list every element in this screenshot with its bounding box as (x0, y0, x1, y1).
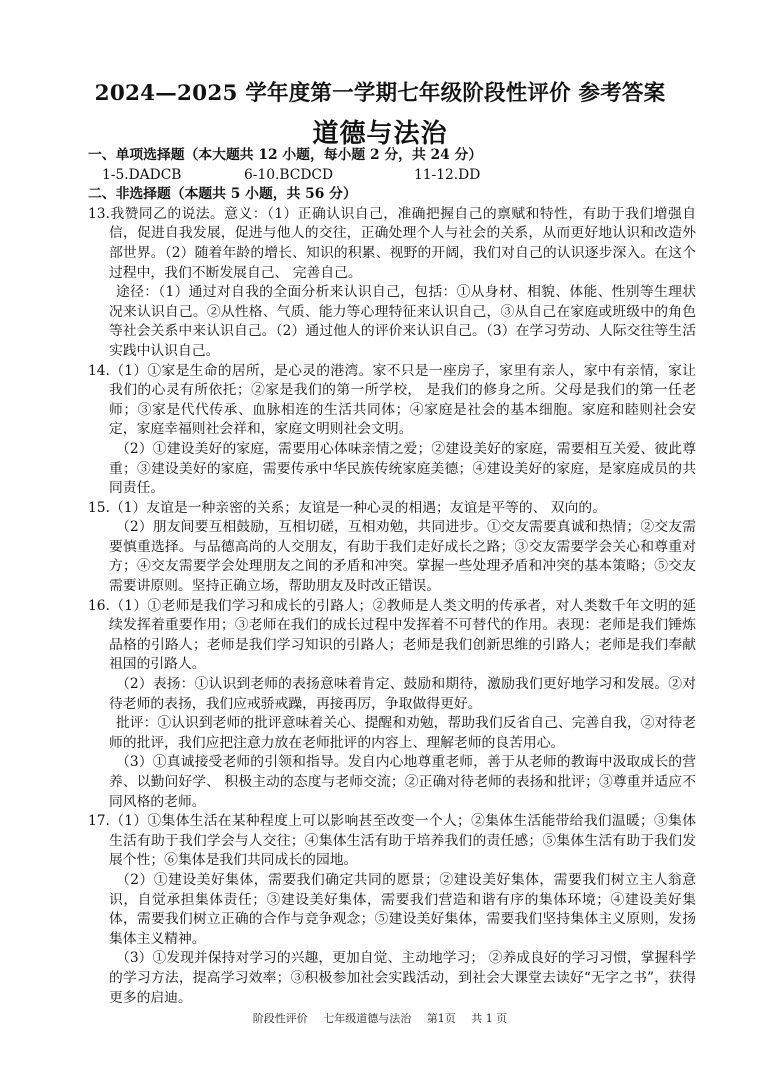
footer-page-number: 第1页 (426, 1012, 456, 1025)
q14-answer-part1: 14.（1）①家是生命的居所，是心灵的港湾。家不只是一座房子，家里有亲人，家中有亲情，家让我们的心灵有所依托；②家是我们的第一所学校， 是我们的修身之所。父母是我们的第一任老师；③家是代代传承、血脉相连的生活共同体；④家庭是社会的基本细胞。家庭和睦则社会安定，家庭幸福则社会祥和，家庭文明则社会文明。 (88, 362, 696, 438)
footer-page-total: 共 1 页 (471, 1012, 508, 1025)
section2-heading: 二、非选择题（本题共 5 小题，共 56 分） (88, 186, 357, 203)
footer-subject: 七年级道德与法治 (323, 1012, 412, 1025)
choice-answer-6-10: 6-10.BCDCD (244, 166, 334, 183)
choice-answer-1-5: 1-5.DADCB (102, 166, 182, 183)
q16-answer-part2-criticism: 批评：①认识到老师的批评意味着关心、提醒和劝勉，帮助我们反省自己、完善自我，②对待老师的批评，我们应把注意力放在老师批评的内容上、理解老师的良苦用心。 (109, 715, 696, 751)
q17-answer-part3: （3）①发现并保持对学习的兴趣，更加自觉、主动地学习； ②养成良好的学习习惯，掌握科学的学习方法，提高学习效率；③积极参加社会实践活动，到社会大课堂去读好“无字之书”，获得更多的启迪。 (109, 950, 696, 1006)
q15-answer-part2: （2）朋友间要互相鼓励，互相切磋，互相劝勉，共同进步。①交友需要真诚和热情；②交友需要慎重选择。与品德高尚的人交朋友，有助于我们走好成长之路；③交友需要学会关心和尊重对方；④交友需要学会处理朋友之间的矛盾和冲突。掌握一些处理矛盾和冲突的基本策略；⑤交友需要讲原则。坚持正确立场，帮助朋友及时改正错误。 (109, 519, 696, 595)
q15-answer-part1: 15.（1）友谊是一种亲密的关系；友谊是一种心灵的相遇；友谊是平等的、 双向的。 (88, 499, 606, 516)
page-title: 2024—2025 学年度第一学期七年级阶段性评价 参考答案 (94, 81, 666, 106)
q13-answer-meaning: 13.我赞同乙的说法。意义：（1）正确认识自己，准确把握自己的禀赋和特性，有助于我们增强自信，促进自我发展，促进与他人的交往，正确处理个人与社会的关系，从而更好地认识和改造外部世界。（2）随着年龄的增长、知识的积累、视野的开阔，我们对自己的认识逐步深入。在这个过程中，我们不断发展自己、 完善自己。 (88, 205, 696, 281)
subject-title: 道德与法治 (312, 119, 448, 149)
choice-answers (88, 166, 696, 186)
section1-heading: 一、单项选择题（本大题共 12 小题，每小题 2 分，共 24 分） (88, 147, 483, 163)
page-footer (0, 1010, 760, 1026)
q17-answer-part1: 17.（1）①集体生活在某种程度上可以影响甚至改变一个人；②集体生活能带给我们温暖；③集体生活有助于我们学会与人交往；④集体生活有助于培养我们的责任感；⑤集体生活有助于我们发展个性；⑥集体是我们共同成长的园地。 (88, 813, 696, 869)
q16-answer-part1: 16.（1）①老师是我们学习和成长的引路人；②教师是人类文明的传承者，对人类数千年文明的延续发挥着重要作用；③老师在我们的成长过程中发挥着不可替代的作用。表现：老师是我们锤炼品格的引路人；老师是我们学习知识的引路人；老师是我们创新思维的引路人；老师是我们奉献祖国的引路人。 (88, 597, 696, 673)
q13-answer-ways: 途径：（1）通过对自我的全面分析来认识自己，包括：①从身材、相貌、体能、性别等生理状况来认识自己。②从性格、气质、能力等心理特征来认识自己，③从自己在家庭或班级中的角色等社会关系中来认识自己。（2）通过他人的评价来认识自己。（3）在学习劳动、人际交往等生活实践中认识自己。 (109, 284, 696, 359)
choice-answer-11-12: 11-12.DD (414, 166, 481, 183)
q16-answer-part3: （3）①真诚接受老师的引领和指导。发自内心地尊重老师，善于从老师的教诲中汲取成长的营养、以勤问好学、 积极主动的态度与老师交流；②正确对待老师的表扬和批评；③尊重并适应不同风格的老师。 (109, 754, 696, 810)
q16-answer-part2-praise: （2）表扬：①认识到老师的表扬意味着肯定、鼓励和期待，激励我们更好地学习和发展。②对待老师的表扬，我们应戒骄戒躁，再接再厉，争取做得更好。 (109, 676, 696, 712)
answer-body (88, 146, 696, 1008)
q14-answer-part2: （2）①建设美好的家庭，需要用心体味亲情之爱；②建设美好的家庭，需要相互关爱、彼此尊重；③建设美好的家庭，需要传承中华民族传统家庭美德；④建设美好的家庭，是家庭成员的共同责任。 (109, 440, 696, 497)
q17-answer-part2: （2）①建设美好集体，需要我们确定共同的愿景；②建设美好集体，需要我们树立主人翁意识，自觉承担集体责任；③建设美好集体，需要我们营造和谐有序的集体环境；④建设美好集体，需要我们树立正确的合作与竞争观念；⑤建设美好集体，需要我们坚持集体主义原则，发扬集体主义精神。 (109, 871, 696, 947)
footer-label: 阶段性评价 (252, 1012, 308, 1025)
